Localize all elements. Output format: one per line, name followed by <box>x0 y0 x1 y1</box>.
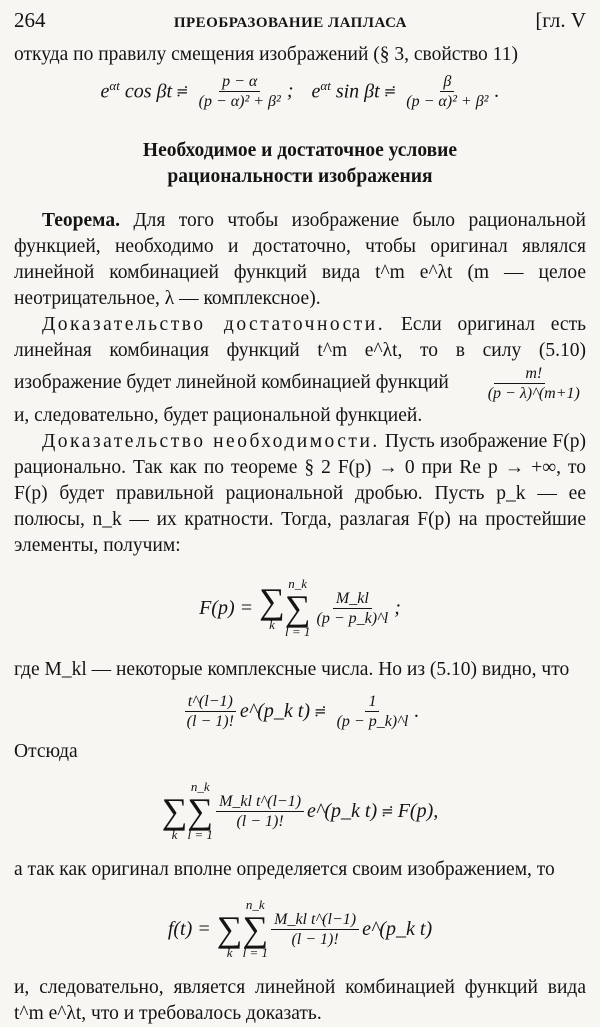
eq1-separator: ; <box>286 79 294 102</box>
equation-shift-rule <box>14 68 586 114</box>
eq1-end: . <box>494 79 500 102</box>
theorem-label: Теорема. <box>42 210 120 231</box>
sum-over-l: n_k ∑ l = 1 <box>284 576 311 639</box>
necessity-label: Доказательство необходимости. <box>42 431 380 452</box>
correspondence-symbol: ≓ <box>176 83 189 100</box>
sufficiency-fraction: $\frac{m!}{(p - \lambda)\^{}(m+1)}$ <box>487 365 580 402</box>
sum-over-k: ∑ k <box>161 791 188 842</box>
eq4-rhs: F(p), <box>397 799 439 822</box>
eq1-frac1: $\frac{p - \alpha}{\text{(p − α)² + β²}}$ <box>198 72 281 110</box>
sum-over-l: n_k ∑ l = 1 <box>187 779 214 842</box>
sufficiency-paragraph <box>14 312 586 403</box>
eq5-fraction: $\frac{\text{M\_kl t\textasciicircum{}(l−1)}}{(l - 1)!}$ <box>271 910 359 949</box>
correspondence-symbol: ≓ <box>313 703 327 720</box>
correspondence-symbol: ≓ <box>381 803 394 820</box>
equation-original-function <box>14 883 586 975</box>
running-title: ПРЕОБРАЗОВАНИЕ ЛАПЛАСА <box>173 15 407 31</box>
closing-paragraph: и, следовательно, является линейной комбинацией функций вида t^m e^λt, что и требовалось доказать. <box>14 977 586 1024</box>
eq3-end: . <box>414 699 420 722</box>
eq1-frac2: $\frac{\beta}{\text{(p − α)² + β²}}$ <box>406 72 489 110</box>
eq3-frac-left: $\frac{t\^{}(l-1)}{(l - 1)!}$ <box>186 692 234 730</box>
eq3-exponent: e^(p_k t) <box>239 699 310 722</box>
theorem-paragraph <box>14 208 586 312</box>
necessity-paragraph <box>14 429 586 559</box>
intro-line: откуда по правилу смещения изображений (§ 3, свойство 11) <box>14 44 518 65</box>
chapter-marker: [гл. V <box>535 8 586 32</box>
equation-elementary-image <box>14 683 586 739</box>
sum-over-k: ∑ k <box>259 581 285 632</box>
sufficiency-label: Доказательство достаточности. <box>42 314 386 335</box>
sum-over-l: n_k ∑ l = 1 <box>242 897 269 960</box>
section-title-line-1: Необходимое и достаточное условие <box>142 140 458 161</box>
correspondence-symbol: ≓ <box>383 83 397 100</box>
eq1-lhs1: $e^{\alpha t}$ cos βt <box>100 78 173 103</box>
page-number: 264 <box>14 8 46 32</box>
equation-sum-original <box>14 765 586 857</box>
eq5-lhs: f(t) = <box>167 917 211 940</box>
sum-over-k: ∑ k <box>216 909 243 960</box>
theorem-text: Для того чтобы изображение было рациональной функцией, необходимо и достаточно, чтобы оригинал являлся линейной комбинацией функций вида t^m e^λt (m — целое неотрицательное, λ — комплексное). <box>14 210 586 309</box>
word-otsyuda: Отсюда <box>14 741 78 762</box>
eq4-exponent: e^(p_k t) <box>307 799 378 822</box>
equation-partial-fractions <box>14 559 586 657</box>
text-after-eq4: а так как оригинал вполне определяется своим изображением, то <box>14 859 555 880</box>
eq3-frac-right: $\frac{1}{(p - p\_k)\^{}l}$ <box>336 692 409 730</box>
necessity-text: Пусть изображение F(p) рационально. Так как по теореме § 2 F(p) → 0 при Re p → +∞, то F(p) будет правильной рациональной дробью. Пусть p_k — ее полюсы, n_k — их кратности. Тогда, разлагая F(p) на простейшие элементы, получим: <box>14 431 586 556</box>
eq2-lhs: F(p) = <box>199 596 254 619</box>
sufficiency-conclusion: и, следовательно, будет рациональной функцией. <box>14 405 423 426</box>
eq4-fraction: $\frac{\text{M\_kl t\textasciicircum{}(l−1)}}{(l - 1)!}$ <box>216 792 304 831</box>
eq5-exponent: e^(p_k t) <box>362 917 433 940</box>
eq2-fraction: $\frac{M\_kl}{(p - p\_k)\^{}l}$ <box>316 589 389 627</box>
eq1-lhs2: $e^{\alpha t}$ sin βt <box>311 78 380 103</box>
section-title-line-2: рациональности изображения <box>167 166 433 187</box>
sufficiency-text: Если оригинал есть линейная комбинация функций t^m e^λt, то в силу (5.10) изображение будет линейной комбинацией функций <box>14 314 586 393</box>
text-after-eq2: где M_kl — некоторые комплексные числа. Но из (5.10) видно, что <box>14 659 570 680</box>
eq2-end: ; <box>394 596 401 619</box>
page-header <box>14 8 586 42</box>
